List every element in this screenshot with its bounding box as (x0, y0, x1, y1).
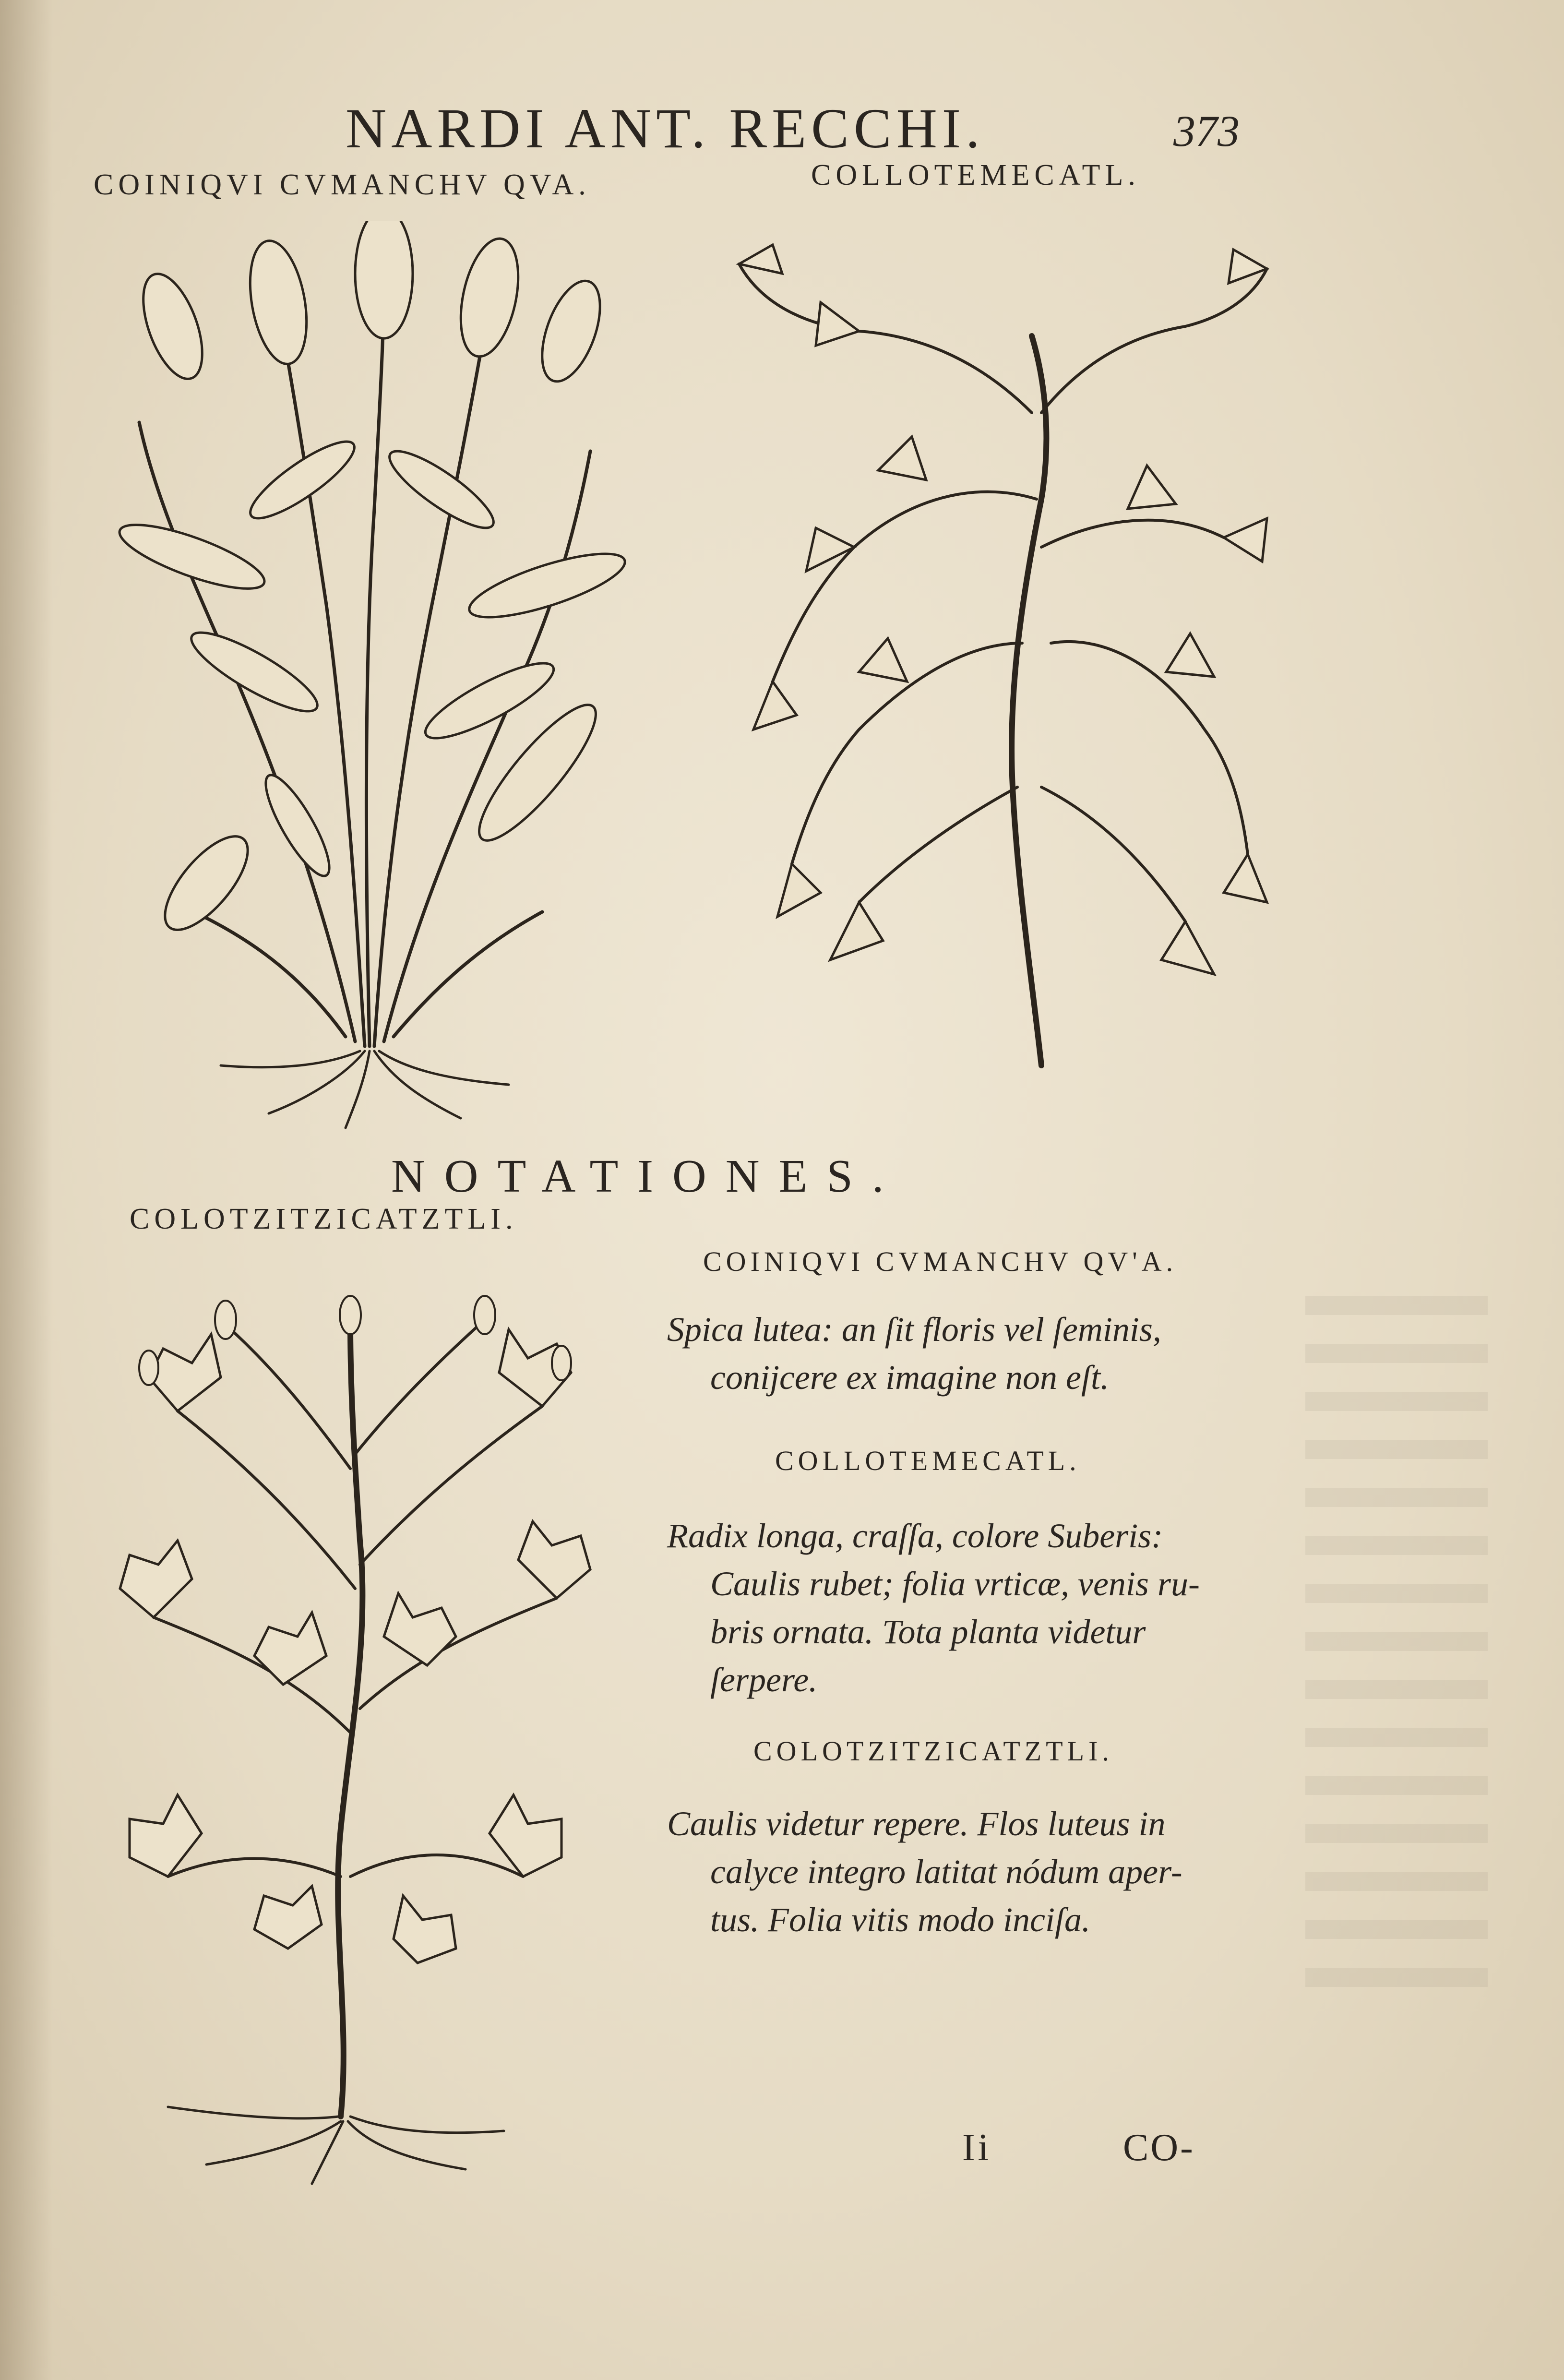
note-3-line-1: Caulis videtur repere. Flos luteus in (667, 1805, 1166, 1843)
note-heading-1: COINIQVI CVMANCHV QV'A. (703, 1246, 1178, 1277)
note-1-line-1: Spica lutea: an ſit floris vel ſeminis, (667, 1310, 1161, 1349)
signature-mark: Ii (962, 2127, 991, 2169)
note-2-line-2: Caulis rubet; folia vrticæ, venis ru- (710, 1565, 1200, 1603)
climbing-plant-woodcut-icon (734, 211, 1291, 1113)
note-3-line-2: calyce integro latitat nódum aper- (710, 1853, 1182, 1891)
note-body-2 (667, 1512, 1301, 1704)
notations-heading: NOTATIONES. (391, 1150, 903, 1202)
note-2-line-4: ſerpere. (710, 1661, 818, 1699)
page-number: 373 (1173, 107, 1240, 155)
show-through-texture (1305, 1296, 1488, 2016)
note-1-line-2: conijcere ex imagine non eſt. (710, 1358, 1110, 1397)
note-3-line-3: tus. Folia vitis modo inciſa. (710, 1901, 1090, 1939)
running-title: NARDI ANT. RECCHI. (346, 97, 985, 160)
catchword: CO- (1123, 2127, 1195, 2169)
note-heading-2: COLLOTEMECATL. (775, 1445, 1081, 1476)
grass-plant-woodcut-icon (96, 221, 648, 1133)
plate-caption-2: COLLOTEMECATL. (811, 159, 1140, 191)
plate-caption-3: COLOTZITZICATZTLI. (130, 1203, 518, 1235)
note-body-3 (667, 1800, 1301, 1944)
gutter-shadow (0, 0, 53, 2380)
note-heading-3: COLOTZITZICATZTLI. (753, 1735, 1113, 1767)
vine-leaf-tree-woodcut-icon (82, 1253, 614, 2189)
note-2-line-1: Radix longa, craſſa, colore Suberis: (667, 1517, 1163, 1555)
note-body-1 (667, 1305, 1301, 1401)
plate-caption-1: COINIQVI CVMANCHV QVA. (94, 168, 591, 201)
note-2-line-3: bris ornata. Tota planta videtur (710, 1613, 1146, 1651)
